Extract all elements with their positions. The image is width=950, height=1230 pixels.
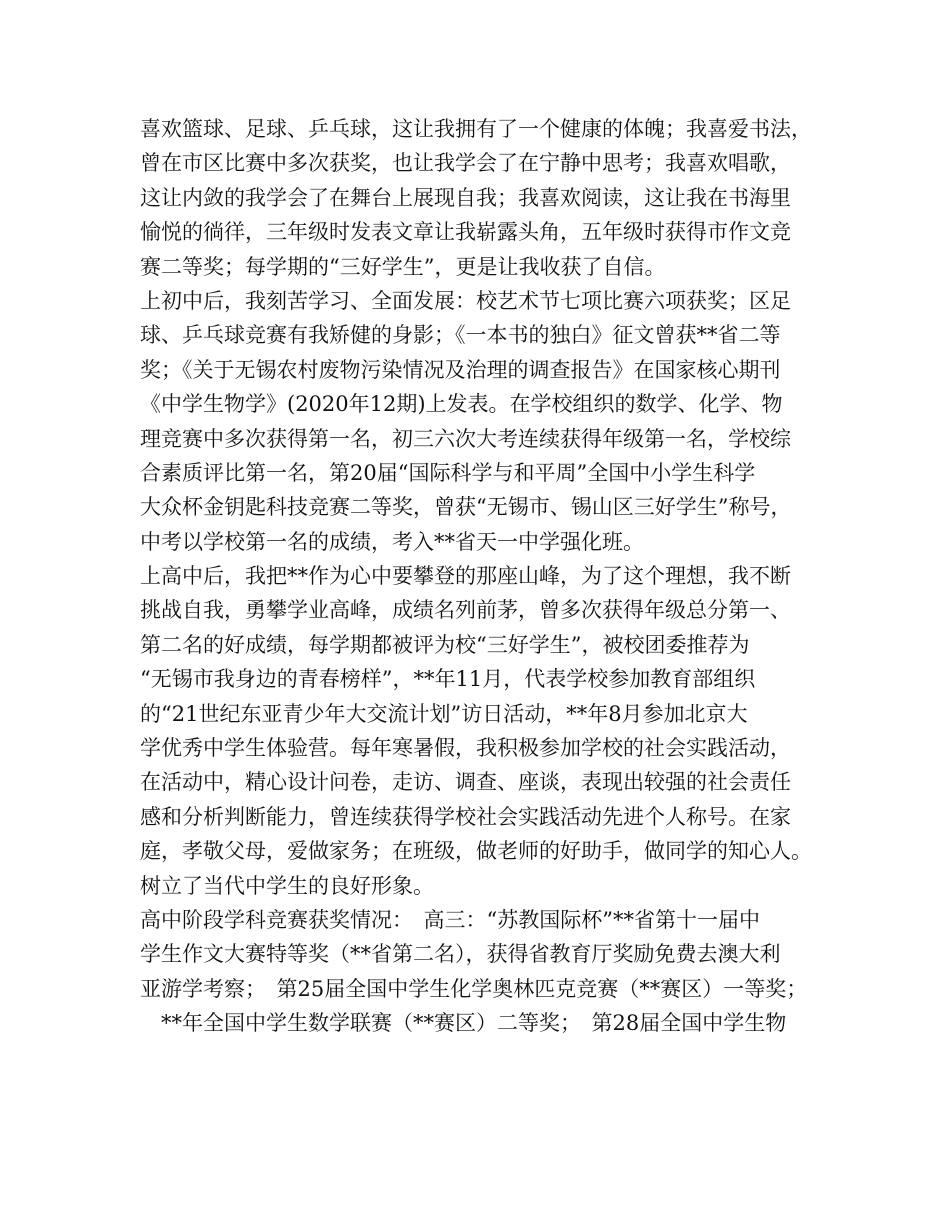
text-line: 树立了当代中学生的良好形象。: [140, 873, 434, 898]
text-line: 第二名的好成绩，每学期都被评为校“三好学生”，被校团委推荐为: [140, 632, 750, 657]
text-line: 曾在市区比赛中多次获奖，也让我学会了在宁静中思考；我喜欢唱歌，: [140, 151, 791, 176]
text-line: 学优秀中学生体验营。每年寒暑假，我积极参加学校的社会实践活动，: [140, 736, 791, 761]
text-line: 大众杯金钥匙科技竞赛二等奖，曾获“无锡市、锡山区三好学生”称号，: [140, 495, 792, 520]
text-line: 奖；《关于无锡农村废物污染情况及治理的调查报告》在国家核心期刊: [140, 357, 781, 382]
text-line: 的“21世纪东亚青少年大交流计划”访日活动，**年8月参加北京大: [140, 701, 748, 726]
document-body: [140, 112, 840, 1041]
text-line: 庭，孝敬父母，爱做家务；在班级，做老师的好助手，做同学的知心人。: [140, 839, 812, 864]
text-line: 上初中后，我刻苦学习、全面发展：校艺术节七项比赛六项获奖；区足: [140, 288, 791, 313]
text-line: 高中阶段学科竞赛获奖情况： 高三：“苏教国际杯”**省第十一届中: [140, 907, 760, 932]
text-line: **年全国中学生数学联赛（**赛区）二等奖； 第28届全国中学生物: [140, 1011, 787, 1036]
text-line: 中考以学校第一名的成绩，考入**省天一中学强化班。: [140, 529, 644, 554]
text-line: 赛二等奖；每学期的“三好学生”，更是让我收获了自信。: [140, 254, 666, 279]
text-line: 上高中后，我把**作为心中要攀登的那座山峰，为了这个理想，我不断: [140, 564, 791, 589]
text-line: 挑战自我，勇攀学业高峰，成绩名列前茅，曾多次获得年级总分第一、: [140, 598, 791, 623]
text-line: “无锡市我身边的青春榜样”，**年11月，代表学校参加教育部组织: [140, 667, 756, 692]
text-line: 合素质评比第一名，第20届“国际科学与和平周”全国中小学生科学: [140, 460, 756, 485]
text-line: 学生作文大赛特等奖（**省第二名），获得省教育厅奖励免费去澳大利: [140, 942, 781, 967]
text-line: 在活动中，精心设计问卷，走访、调查、座谈，表现出较强的社会责任: [140, 770, 791, 795]
text-line: 亚游学考察； 第25届全国中学生化学奥林匹克竞赛（**赛区）一等奖；: [140, 976, 808, 1001]
text-line: 这让内敛的我学会了在舞台上展现自我；我喜欢阅读，这让我在书海里: [140, 185, 791, 210]
text-line: 愉悦的徜徉，三年级时发表文章让我崭露头角，五年级时获得市作文竞: [140, 220, 791, 245]
text-line: 理竞赛中多次获得第一名，初三六次大考连续获得年级第一名，学校综: [140, 426, 791, 451]
text-line: 感和分析判断能力，曾连续获得学校社会实践活动先进个人称号。在家: [140, 804, 791, 829]
text-line: 喜欢篮球、足球、乒乓球，这让我拥有了一个健康的体魄；我喜爱书法，: [140, 117, 812, 141]
text-line: 《中学生物学》(2020年12期)上发表。在学校组织的数学、化学、物: [140, 392, 783, 417]
text-line: 球、乒乓球竞赛有我矫健的身影；《一本书的独白》征文曾获**省二等: [140, 323, 781, 348]
